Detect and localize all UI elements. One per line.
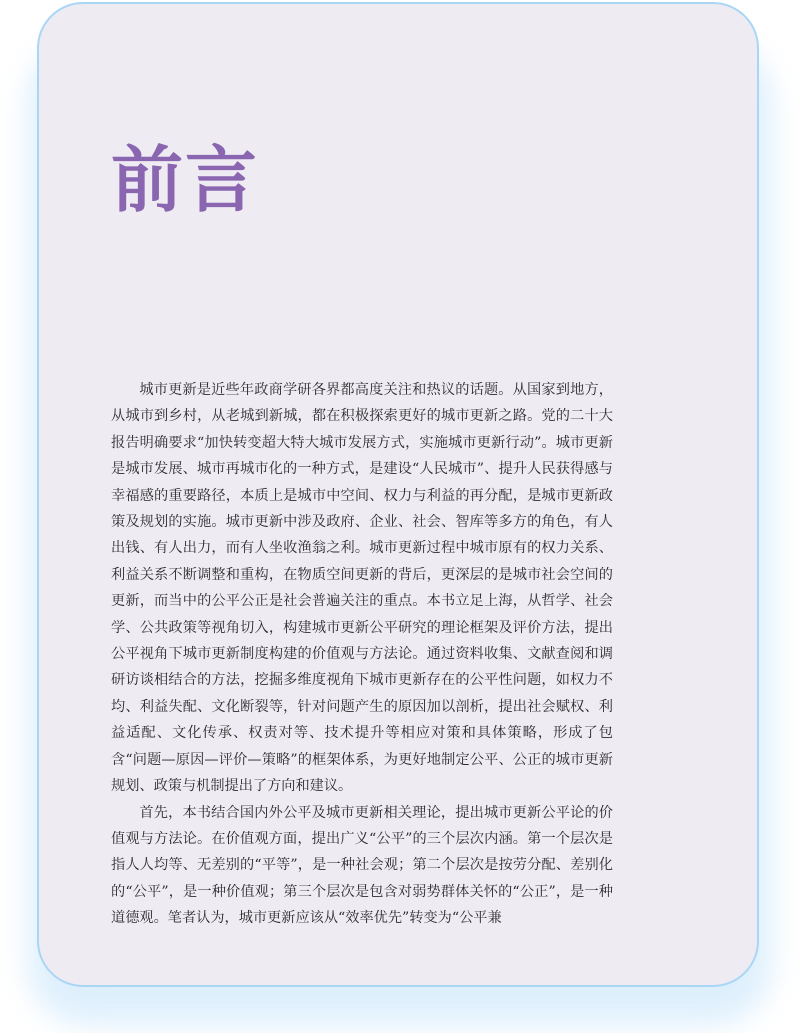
paragraph-2: 首先，本书结合国内外公平及城市更新相关理论，提出城市更新公平论的价值观与方法论。在价值观方面，提出广义“公平”的三个层次内涵。第一个层次是指人人均等、无差别的“平等”，是一种社会观；第二个层次是按劳分配、差别化的“公平”，是一种价值观；第三个层次是包含对弱势群体关怀的“公正”，是一种道德观。笔者认为，城市更新应该从“效率优先”转变为“公平兼	[111, 804, 613, 927]
page-title: 前言	[111, 138, 260, 222]
preface-card	[37, 2, 759, 987]
paragraph-1: 城市更新是近些年政商学研各界都高度关注和热议的话题。从国家到地方，从城市到乡村，从老城到新城，都在积极探索更好的城市更新之路。党的二十大报告明确要求“加快转变超大特大城市发展方式，实施城市更新行动”。城市更新是城市发展、城市再城市化的一种方式，是建设“人民城市”、提升人民获得感与幸福感的重要路径，本质上是城市中空间、权力与利益的再分配，是城市更新政策及规划的实施。城市更新中涉及政府、企业、社会、智库等多方的角色，有人出钱、有人出力，而有人坐收渔翁之利。城市更新过程中城市原有的权力关系、利益关系不断调整和重构，在物质空间更新的背后，更深层的是城市社会空间的更新，而当中的公平公正是社会普遍关注的重点。本书立足上海，从哲学、社会学、公共政策等视角切入，构建城市更新公平研究的理论框架及评价方法，提出公平视角下城市更新制度构建的价值观与方法论。通过资料收集、文献查阅和调研访谈相结合的方法，挖掘多维度视角下城市更新存在的公平性问题，如权力不均、利益失配、文化断裂等，针对问题产生的原因加以剖析，提出社会赋权、利益适配、文化传承、权责对等、技术提升等相应对策和具体策略，形成了包含“问题—原因—评价—策略”的框架体系，为更好地制定公平、公正的城市更新规划、政策与机制提出了方向和建议。	[111, 382, 613, 795]
body-text	[111, 377, 613, 932]
